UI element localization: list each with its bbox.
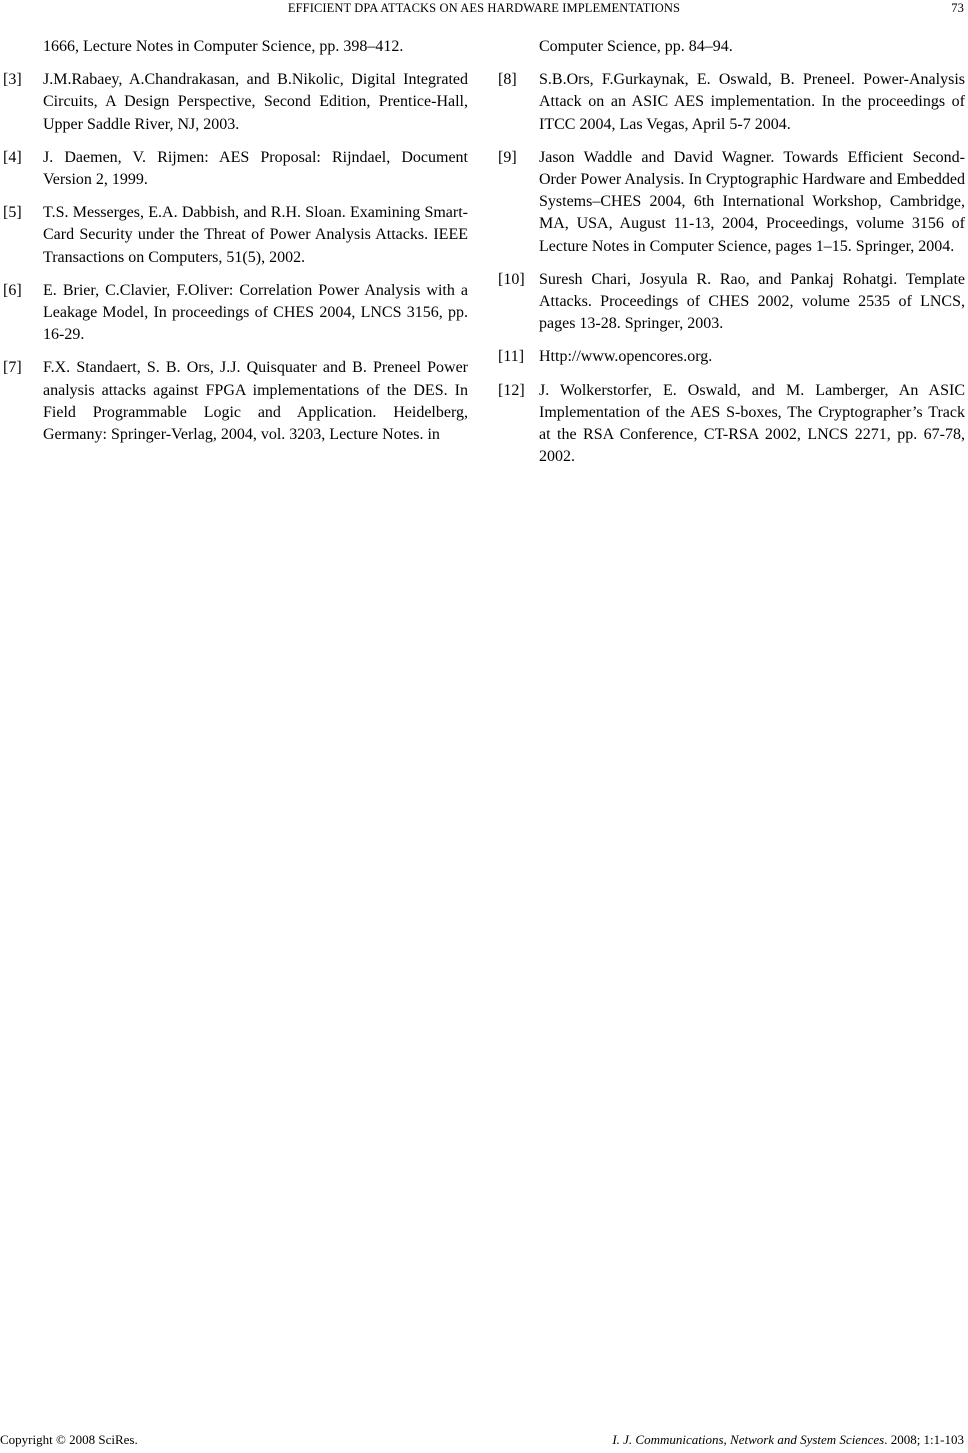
reference-item <box>498 346 966 368</box>
journal-volume: . 2008; 1:1-103 <box>884 1432 964 1447</box>
reference-text: E. Brier, C.Clavier, F.Oliver: Correlation Power Analysis with a Leakage Model, In proceedings of CHES 2004, LNCS 3156, pp. 16-29. <box>43 281 468 344</box>
reference-item <box>498 147 966 258</box>
reference-number: [5] <box>3 204 22 222</box>
reference-text: Jason Waddle and David Wagner. Towards Efficient Second-Order Power Analysis. In Cryptographic Hardware and Embedded Systems–CHES 2004, 6th International Workshop, Cambridge, MA, USA, August 11-13, 2004, Proceedings, volume 3156 of Lecture Notes in Computer Science, pages 1–15. Springer, 2004. <box>539 148 965 255</box>
reference-number: [12] <box>498 381 525 399</box>
reference-text: Suresh Chari, Josyula R. Rao, and Pankaj Rohatgi. Template Attacks. Proceedings of CHES 2002, volume 2535 of LNCS, pages 13-28. Springer, 2003. <box>539 270 965 333</box>
journal-citation <box>612 1432 964 1448</box>
reference-continuation: Computer Science, pp. 84–94. <box>539 38 733 55</box>
page-footer <box>0 1432 968 1452</box>
reference-item <box>0 147 468 191</box>
page-number: 73 <box>951 1 964 15</box>
reference-item <box>498 69 966 136</box>
copyright-notice: Copyright © 2008 SciRes. <box>0 1432 138 1447</box>
reference-number: [10] <box>498 270 525 288</box>
reference-text: F.X. Standaert, S. B. Ors, J.J. Quisquater and B. Preneel Power analysis attacks against FPGA implementations of the DES. In Field Programmable Logic and Application. Heidelberg, Germany: Springer-Verlag, 2004, vol. 3203, Lecture Notes. in <box>43 359 468 444</box>
reference-text: Http://www.opencores.org. <box>539 348 713 366</box>
left-column <box>0 36 468 457</box>
reference-number: [8] <box>498 71 517 89</box>
reference-continuation: 1666, Lecture Notes in Computer Science, pp. 398–412. <box>43 38 404 55</box>
reference-item <box>0 202 468 269</box>
reference-text: J. Daemen, V. Rijmen: AES Proposal: Rijndael, Document Version 2, 1999. <box>43 148 468 189</box>
reference-number: [4] <box>3 148 22 166</box>
reference-text: T.S. Messerges, E.A. Dabbish, and R.H. Sloan. Examining Smart-Card Security under the Threat of Power Analysis Attacks. IEEE Transactions on Computers, 51(5), 2002. <box>43 204 468 266</box>
reference-item <box>498 269 966 336</box>
reference-item <box>0 357 468 446</box>
reference-item <box>0 69 468 136</box>
reference-item <box>498 380 966 469</box>
reference-text: J.M.Rabaey, A.Chandrakasan, and B.Nikolic, Digital Integrated Circuits, A Design Perspective, Second Edition, Prentice-Hall, Upper Saddle River, NJ, 2003. <box>43 71 468 133</box>
reference-number: [11] <box>498 348 525 366</box>
reference-text: S.B.Ors, F.Gurkaynak, E. Oswald, B. Preneel. Power-Analysis Attack on an ASIC AES implementation. In the proceedings of ITCC 2004, Las Vegas, April 5-7 2004. <box>539 71 965 133</box>
reference-text: J. Wolkerstorfer, E. Oswald, and M. Lamberger, An ASIC Implementation of the AES S-boxes, The Cryptographer’s Track at the RSA Conference, CT-RSA 2002, LNCS 2271, pp. 67-78, 2002. <box>539 381 965 466</box>
journal-name: I. J. Communications, Network and System Sciences <box>612 1432 885 1447</box>
reference-number: [3] <box>3 71 22 89</box>
running-head-title: EFFICIENT DPA ATTACKS ON AES HARDWARE IMPLEMENTATIONS <box>287 1 681 15</box>
reference-number: [6] <box>3 281 22 299</box>
reference-number: [9] <box>498 148 517 166</box>
running-head <box>0 0 968 20</box>
reference-number: [7] <box>3 359 22 377</box>
right-column <box>498 36 966 479</box>
reference-item <box>0 280 468 347</box>
